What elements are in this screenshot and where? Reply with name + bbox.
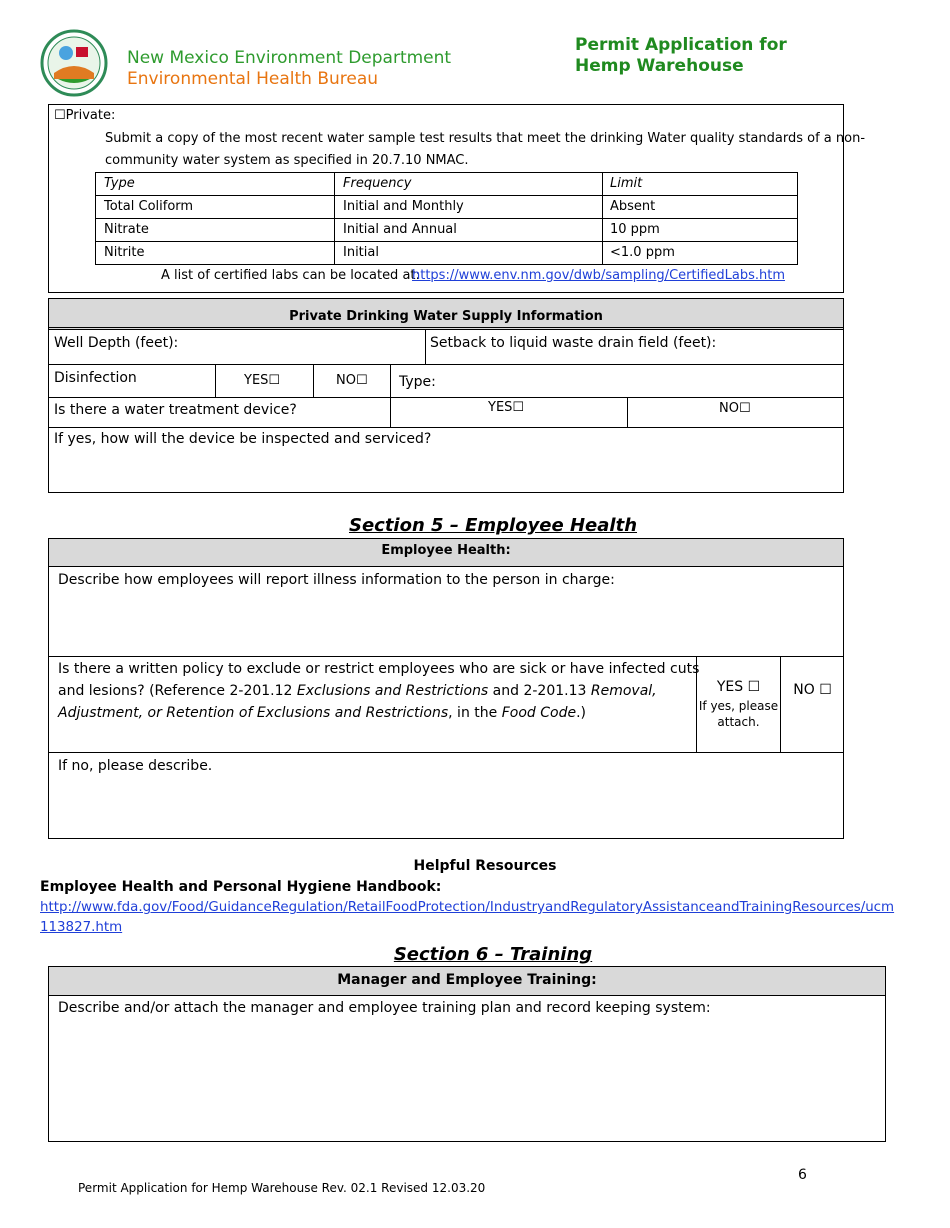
org-name: New Mexico Environment Department xyxy=(127,48,452,68)
policy-ref-italic: Removal, xyxy=(590,683,657,699)
handbook-title: Employee Health and Personal Hygiene Handbook: xyxy=(40,879,442,895)
labs-text: A list of certified labs can be located at: xyxy=(161,268,420,283)
water-supply-title: Private Drinking Water Supply Information xyxy=(289,309,603,324)
nmed-logo xyxy=(40,29,108,97)
policy-text: and lesions? (Reference 2-201.12 xyxy=(58,683,297,699)
table-cell: <1.0 ppm xyxy=(610,245,675,260)
table-cell: 10 ppm xyxy=(610,222,660,237)
policy-text: and 2-201.13 xyxy=(488,683,591,699)
policy-text: .) xyxy=(576,705,586,721)
certified-labs-link[interactable]: https://www.env.nm.gov/dwb/sampling/CertifiedLabs.htm xyxy=(412,268,786,283)
disinfection-yes-checkbox[interactable]: YES☐ xyxy=(244,373,281,388)
treatment-yes-checkbox[interactable]: YES☐ xyxy=(488,400,525,415)
table-cell: Nitrite xyxy=(104,245,145,260)
fda-link-line2[interactable]: 113827.htm xyxy=(40,920,123,935)
disinfection-no-checkbox[interactable]: NO☐ xyxy=(336,373,368,388)
policy-ref-italic: Exclusions and Restrictions xyxy=(296,683,489,699)
employee-health-title: Employee Health: xyxy=(381,543,511,558)
table-cell: Initial and Annual xyxy=(343,222,457,237)
table-cell: Absent xyxy=(610,199,656,214)
org-bureau: Environmental Health Bureau xyxy=(127,69,379,89)
private-checkbox[interactable]: ☐Private: xyxy=(54,108,116,123)
policy-ref-italic: Adjustment, or Retention of Exclusions and Restrictions xyxy=(58,705,449,721)
section5-title: Section 5 – Employee Health xyxy=(348,515,638,536)
treatment-device-question: Is there a water treatment device? xyxy=(54,402,297,418)
private-instruction-1: Submit a copy of the most recent water sample test results that meet the drinking Water quality standards of a non- xyxy=(105,131,866,146)
disinfection-label: Disinfection xyxy=(54,370,137,386)
training-plan-field[interactable]: Describe and/or attach the manager and employee training plan and record keeping system: xyxy=(58,1000,711,1016)
disinfection-type-field[interactable]: Type: xyxy=(399,374,436,390)
setback-field[interactable]: Setback to liquid waste drain field (feet): xyxy=(430,335,717,351)
policy-yes-note-1: If yes, please xyxy=(698,699,779,713)
doc-title-line1: Permit Application for xyxy=(575,35,787,55)
policy-text: , in the xyxy=(448,705,502,721)
inspection-question[interactable]: If yes, how will the device be inspected and serviced? xyxy=(54,431,432,447)
table-cell: Initial xyxy=(343,245,379,260)
page-number: 6 xyxy=(798,1167,807,1183)
policy-no-checkbox[interactable]: NO ☐ xyxy=(793,682,832,698)
footer-text: Permit Application for Hemp Warehouse Rev. 02.1 Revised 12.03.20 xyxy=(78,1181,486,1195)
training-title: Manager and Employee Training: xyxy=(337,972,597,988)
table-header-limit: Limit xyxy=(610,176,643,191)
section6-title: Section 6 – Training xyxy=(393,944,593,965)
policy-yes-note-2: attach. xyxy=(717,715,760,729)
policy-question-line1: Is there a written policy to exclude or restrict employees who are sick or have infected cuts xyxy=(58,661,700,677)
table-header-type: Type xyxy=(104,176,135,191)
fda-link-line1[interactable]: http://www.fda.gov/Food/GuidanceRegulation/RetailFoodProtection/IndustryandRegulatoryAssistanceandTrainingResources/ucm xyxy=(40,900,895,915)
table-header-frequency: Frequency xyxy=(343,176,412,191)
table-cell: Initial and Monthly xyxy=(343,199,464,214)
policy-question-line2 xyxy=(58,683,657,699)
doc-title-line2: Hemp Warehouse xyxy=(575,56,744,76)
policy-question-line3 xyxy=(58,705,586,721)
private-instruction-2: community water system as specified in 20.7.10 NMAC. xyxy=(105,153,469,168)
policy-ref-italic: Food Code xyxy=(501,705,577,721)
resources-title: Helpful Resources xyxy=(413,858,557,874)
table-cell: Nitrate xyxy=(104,222,149,237)
table-cell: Total Coliform xyxy=(104,199,194,214)
policy-describe-field[interactable]: If no, please describe. xyxy=(58,758,213,774)
policy-yes-checkbox[interactable]: YES ☐ xyxy=(716,679,761,695)
training-box xyxy=(48,966,886,1142)
treatment-no-checkbox[interactable]: NO☐ xyxy=(719,401,751,416)
illness-report-question[interactable]: Describe how employees will report illness information to the person in charge: xyxy=(58,572,615,588)
well-depth-field[interactable]: Well Depth (feet): xyxy=(54,335,179,351)
